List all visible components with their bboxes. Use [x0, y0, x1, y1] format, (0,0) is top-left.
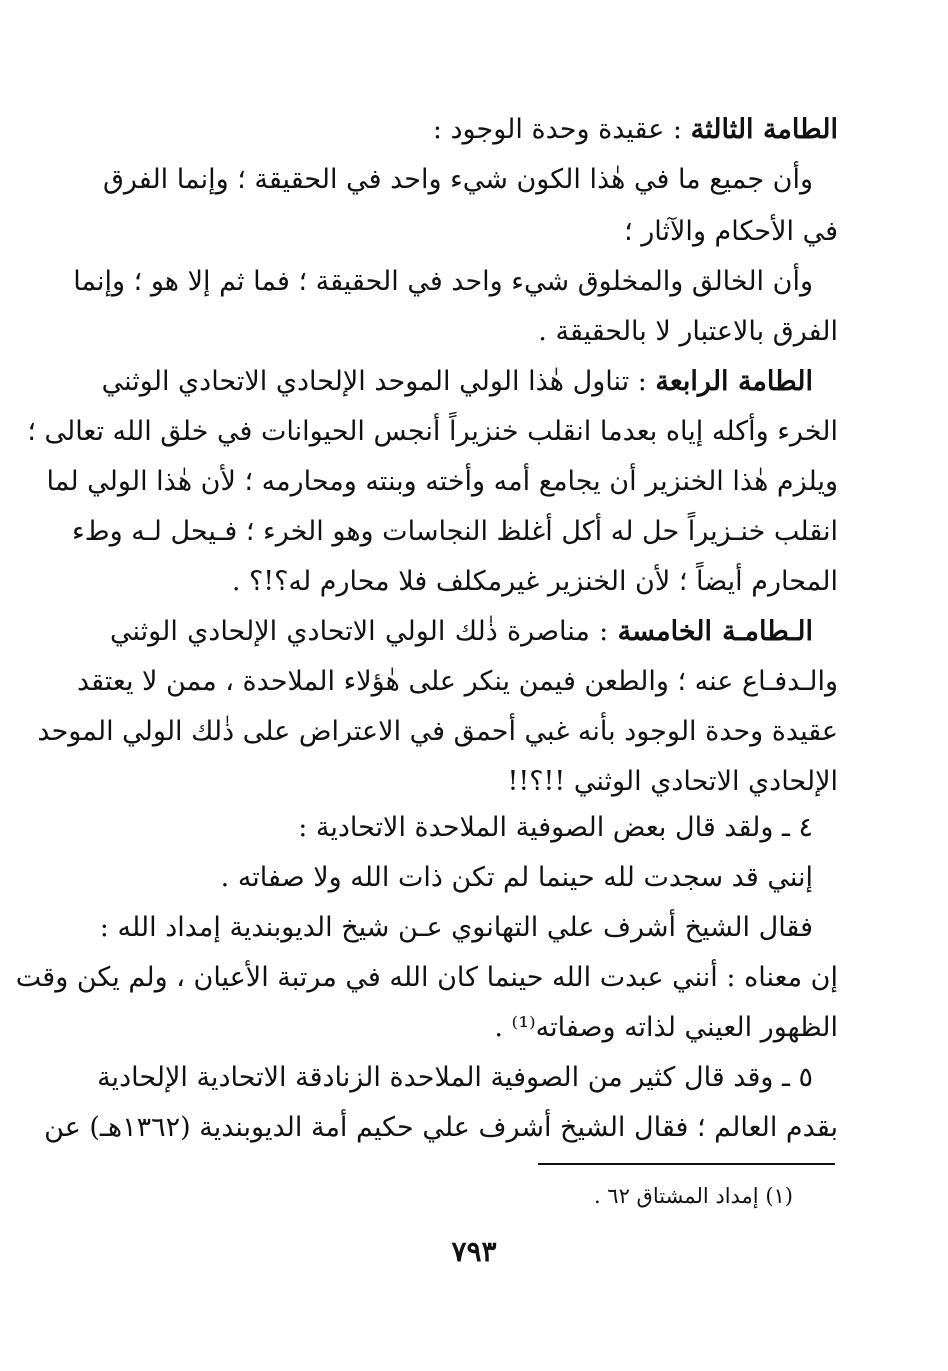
text-line: الظهور العيني لذاته وصفاته⁽¹⁾ . — [494, 1012, 838, 1043]
text-line: وأن جميع ما في هٰذا الكون شيء واحد في الحقيقة ؛ وإنما الفرق — [102, 164, 813, 195]
page-number: ٧٩٣ — [451, 1235, 497, 1268]
text-line: إنني قد سجدت لله حينما لم تكن ذات الله ولا صفاته . — [220, 862, 813, 893]
text-line: الخرء وأكله إياه بعدما انقلب خنزيراً أنجس الحيوانات في خلق الله تعالى ؛ — [27, 416, 838, 447]
text-line: بقدم العالم ؛ فقال الشيخ أشرف علي حكيم أمة الديوبندية (١٣٦٢هـ) عن — [44, 1112, 838, 1143]
text-line: عقيدة وحدة الوجود بأنه غبي أحمق في الاعتراض على ذٰلك الولي الموحد — [37, 716, 838, 747]
text-line: انقلب خنـزيراً حل له أكل أغلظ النجاسات وهو الخرء ؛ فـيحل لـه وطء — [71, 516, 838, 547]
text-line: ويلزم هٰذا الخنزير أن يجامع أمه وأخته وبنته ومحارمه ؛ لأن هٰذا الولي لما — [46, 466, 838, 497]
text-line: إن معناه : أنني عبدت الله حينما كان الله في مرتبة الأعيان ، ولم يكن وقت — [15, 962, 838, 993]
footnote: (١) إمداد المشتاق ٦٢ . — [593, 1184, 793, 1208]
text-line: الفرق بالاعتبار لا بالحقيقة . — [538, 316, 838, 347]
text-line: فقال الشيخ أشرف علي التهانوي عـن شيخ الديوبندية إمداد الله : — [99, 912, 813, 943]
heading-bold: الـطامـة الخامسة — [617, 616, 814, 647]
text-line: الطامة الرابعة : تناول هٰذا الولي الموحد الإلحادي الاتحادي الوثني — [101, 366, 813, 397]
heading-bold: الطامة الرابعة — [655, 366, 813, 397]
footnote-divider — [538, 1163, 835, 1165]
heading-bold: الطامة الثالثة — [690, 114, 838, 145]
text-line: الإلحادي الاتحادي الوثني !!؟!! — [507, 766, 838, 797]
text-line: والـدفـاع عنه ؛ والطعن فيمن ينكر على هٰؤلاء الملاحدة ، ممن لا يعتقد — [76, 666, 838, 697]
text-line: ٥ ـ وقد قال كثير من الصوفية الملاحدة الزنادقة الاتحادية الإلحادية — [97, 1062, 813, 1093]
text-line: المحارم أيضاً ؛ لأن الخنزير غيرمكلف فلا محارم له؟!؟ . — [231, 566, 838, 597]
text-line: الـطامـة الخامسة : مناصرة ذٰلك الولي الاتحادي الإلحادي الوثني — [110, 616, 814, 647]
text-line: وأن الخالق والمخلوق شيء واحد في الحقيقة ؛ فما ثم إلا هو ؛ وإنما — [73, 266, 813, 297]
text-line: الطامة الثالثة : عقيدة وحدة الوجود : — [432, 114, 838, 145]
text-line: ٤ ـ ولقد قال بعض الصوفية الملاحدة الاتحادية : — [298, 812, 813, 843]
text-line: في الأحكام والآثار ؛ — [624, 216, 838, 247]
